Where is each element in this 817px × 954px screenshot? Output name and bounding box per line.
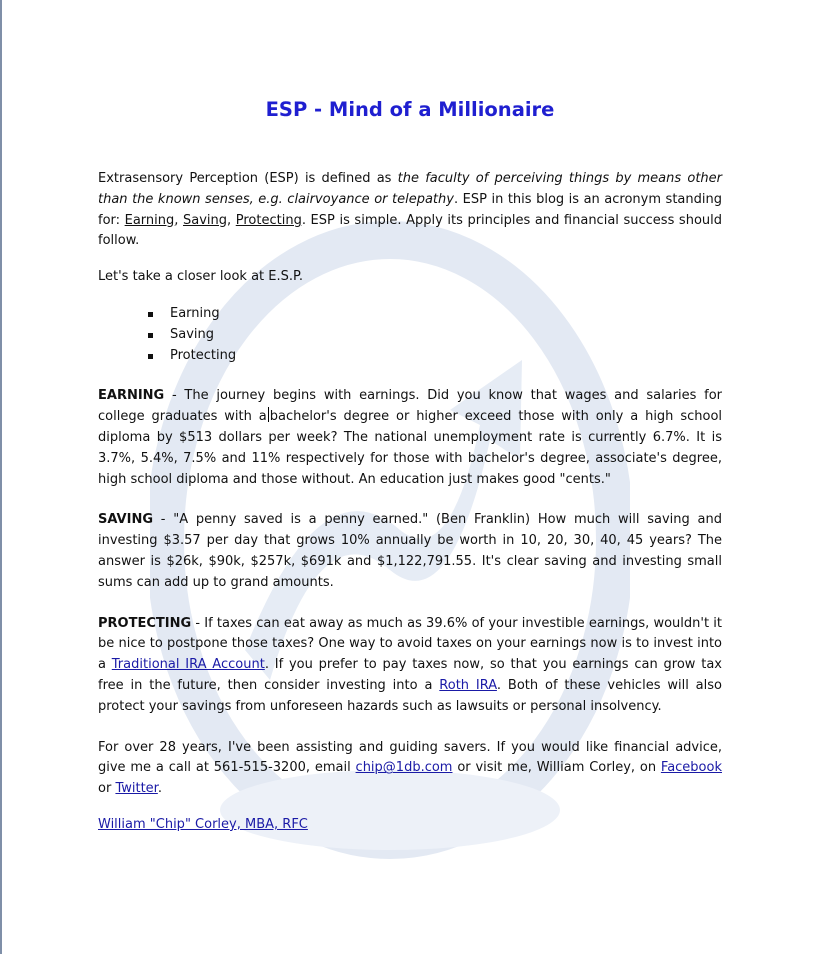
esp-list xyxy=(98,304,722,366)
closer-look-paragraph: Let's take a closer look at E.S.P. xyxy=(98,269,303,285)
earning-text-2: bachelor's degree or higher exceed those with only a high school diploma by $513 dollars per week? The national unemployment rate is currently 6.7%. It is 3.7%, 5.4%, 7.5% and 11% respectively for those with bachelor's degree, associate's degree, high school diploma and those without. An education just makes good "cents." xyxy=(98,409,723,487)
document-body xyxy=(98,96,722,836)
facebook-link[interactable]: Facebook xyxy=(660,760,722,776)
traditional-ira-link[interactable]: Traditional IRA Account xyxy=(111,657,265,673)
saving-heading: SAVING xyxy=(98,512,153,528)
saving-text: - "A penny saved is a penny earned." (Ben Franklin) How much will saving and investing $3.57 per day that grows 10% annually be worth in 10, 20, 30, 40, 45 years? The answer is $26k, $90k, $257k, $691k and $1,122,791.55. It's clear saving and investing small sums can add up to grand amounts. xyxy=(98,512,722,590)
list-item-earning: Earning xyxy=(170,304,722,325)
protecting-text-2: . If you prefer to pay taxes now, so that you earnings can grow tax free in the future, then consider investing into a xyxy=(98,657,723,693)
protecting-paragraph xyxy=(98,614,722,718)
contact-text-3: or xyxy=(98,781,116,797)
saving-paragraph xyxy=(98,510,722,593)
term-earning: Earning xyxy=(124,212,175,228)
intro-definition: the faculty of perceiving things by means other than the known senses, e.g. clairvoyance or telepathy xyxy=(98,171,723,207)
earning-text-1: - The journey begins with earnings. Did you know that wages and salaries for college graduates with a xyxy=(98,388,722,425)
term-protecting: Protecting xyxy=(235,212,302,228)
page-title: ESP - Mind of a Millionaire xyxy=(265,98,555,121)
signature-paragraph xyxy=(98,815,722,836)
protecting-text-3: . Both of these vehicles will also protect your savings from unforeseen hazards such as lawsuits or personal insolvency. xyxy=(98,677,722,714)
intro-sep-2: , xyxy=(227,212,236,228)
contact-paragraph xyxy=(98,738,722,800)
earning-heading: EARNING xyxy=(98,388,165,404)
intro-text-3: . ESP is simple. Apply its principles and financial success should follow. xyxy=(98,212,723,249)
signature-link[interactable]: William "Chip" Corley, MBA, RFC xyxy=(98,816,308,832)
intro-text-1: Extrasensory Perception (ESP) is defined as xyxy=(98,171,398,186)
text-cursor xyxy=(268,407,269,422)
earning-paragraph xyxy=(98,386,722,490)
email-link[interactable]: chip@1db.com xyxy=(355,760,453,776)
intro-sep-1: , xyxy=(174,212,183,228)
term-saving: Saving xyxy=(183,212,228,228)
list-item-protecting: Protecting xyxy=(170,346,722,367)
protecting-text-1: - If taxes can eat away as much as 39.6% of your investible earnings, wouldn't it be nice to postpone those taxes? One way to avoid taxes on your earnings now is to invest into a xyxy=(98,615,722,673)
contact-text-4: . xyxy=(157,781,162,797)
intro-text-2: . ESP in this blog is an acronym standing for: xyxy=(98,191,722,228)
contact-text-1: For over 28 years, I've been assisting and guiding savers. If you would like financial advice, give me a call at 561-515-3200, email xyxy=(98,739,722,776)
intro-paragraph xyxy=(98,169,722,252)
protecting-heading: PROTECTING xyxy=(98,615,192,631)
page-edge xyxy=(0,0,2,954)
list-item-saving: Saving xyxy=(170,325,722,346)
contact-text-2: or visit me, William Corley, on xyxy=(452,760,661,776)
twitter-link[interactable]: Twitter xyxy=(115,781,158,797)
roth-ira-link[interactable]: Roth IRA xyxy=(439,677,497,693)
